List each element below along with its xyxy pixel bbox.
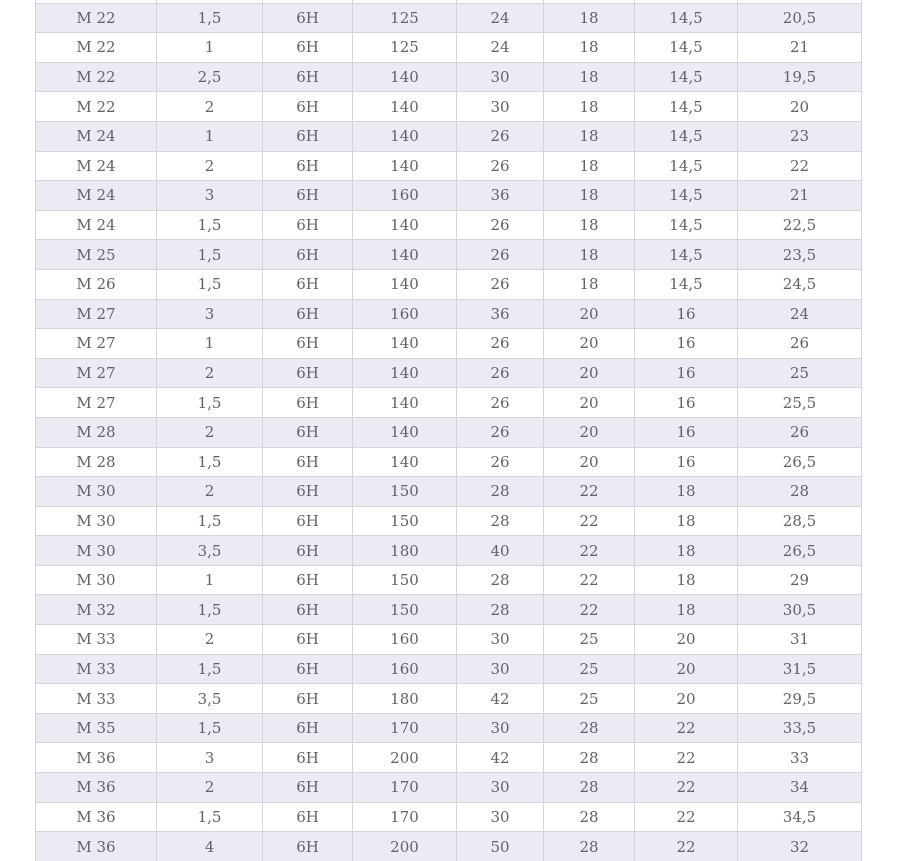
table-cell: 29,5 [738,684,862,714]
table-cell: M 30 [36,506,157,536]
table-row [36,181,862,211]
table-cell: 1,5 [157,654,263,684]
table-row [36,447,862,477]
table-row [36,358,862,388]
table-cell: 21 [738,181,862,211]
table-cell: 22 [544,565,635,595]
table-row [36,151,862,181]
table-cell: 26 [457,388,544,418]
table-cell: M 33 [36,625,157,655]
table-cell: M 30 [36,536,157,566]
table-row [36,299,862,329]
table-row [36,329,862,359]
table-cell: 1,5 [157,802,263,832]
table-cell: 14,5 [635,121,738,151]
table-cell: 6H [263,654,353,684]
table-cell: 18 [635,506,738,536]
table-cell: 6H [263,684,353,714]
table-cell: 26,5 [738,447,862,477]
table-cell: 180 [353,536,457,566]
table-cell: 30 [457,773,544,803]
table-row [36,477,862,507]
table-row [36,269,862,299]
table-cell: 140 [353,388,457,418]
table-cell: 14,5 [635,240,738,270]
table-cell: 6H [263,329,353,359]
table-cell: 20 [544,388,635,418]
table-cell: 28 [544,802,635,832]
table-cell: 24,5 [738,269,862,299]
table-cell: 6H [263,151,353,181]
table-cell: 140 [353,121,457,151]
table-cell: 32 [738,832,862,861]
table-cell: 31 [738,625,862,655]
table-cell: 26 [457,329,544,359]
table-cell: 14,5 [635,151,738,181]
table-row [36,743,862,773]
table-cell: 24 [457,3,544,33]
table-cell: 20 [544,447,635,477]
table-row [36,121,862,151]
table-cell: 1,5 [157,506,263,536]
table-cell: 180 [353,684,457,714]
table-cell: 1,5 [157,269,263,299]
table-cell: 160 [353,181,457,211]
table-cell: 22 [635,773,738,803]
table-cell: 140 [353,240,457,270]
table-row [36,654,862,684]
table-cell: 25,5 [738,388,862,418]
table-cell: 140 [353,417,457,447]
table-cell: 140 [353,92,457,122]
table-cell: 6H [263,269,353,299]
table-cell: 23 [738,121,862,151]
table-row [36,506,862,536]
table-cell: M 27 [36,358,157,388]
table-cell: 200 [353,832,457,861]
table-cell: 6H [263,121,353,151]
table-cell: 1,5 [157,240,263,270]
table-cell: 140 [353,329,457,359]
table-cell: 20 [635,684,738,714]
table-cell: 6H [263,3,353,33]
table-cell: 18 [544,121,635,151]
table-cell: M 27 [36,329,157,359]
table-cell: 28 [544,743,635,773]
table-cell: 2,5 [157,62,263,92]
spec-table-body [36,0,862,861]
table-cell: 36 [457,181,544,211]
table-cell: 18 [635,477,738,507]
table-row [36,832,862,861]
table-cell: 30 [457,802,544,832]
table-cell: 14,5 [635,269,738,299]
table-cell: 2 [157,358,263,388]
table-cell: 26 [457,210,544,240]
table-cell: 26 [457,240,544,270]
table-cell: 26 [457,358,544,388]
table-cell: 1 [157,33,263,63]
table-cell: 6H [263,832,353,861]
table-cell: 150 [353,506,457,536]
table-cell: 14,5 [635,92,738,122]
table-cell: 125 [353,33,457,63]
table-cell: 18 [544,181,635,211]
table-cell: 1,5 [157,388,263,418]
table-row [36,802,862,832]
table-cell: M 27 [36,388,157,418]
table-cell: 6H [263,240,353,270]
table-cell: 150 [353,565,457,595]
table-cell: 29 [738,565,862,595]
table-cell: 140 [353,269,457,299]
table-cell: 30 [457,713,544,743]
table-cell: 2 [157,773,263,803]
table-cell: 26 [738,329,862,359]
table-cell: 140 [353,447,457,477]
table-cell: 28 [457,477,544,507]
table-cell: 18 [544,269,635,299]
table-cell: 33 [738,743,862,773]
table-row [36,388,862,418]
table-cell: M 36 [36,832,157,861]
table-cell: 6H [263,299,353,329]
table-cell: 1,5 [157,595,263,625]
table-cell: 1,5 [157,3,263,33]
table-cell: 6H [263,625,353,655]
table-cell: M 30 [36,477,157,507]
table-row [36,417,862,447]
table-cell: 2 [157,92,263,122]
table-cell: 28 [544,713,635,743]
table-cell: 22 [544,536,635,566]
table-cell: 6H [263,773,353,803]
table-cell: 22 [635,802,738,832]
table-cell: 1 [157,565,263,595]
table-cell: 20 [635,654,738,684]
table-row [36,210,862,240]
table-cell: 6H [263,388,353,418]
table-cell: 34 [738,773,862,803]
table-cell: 31,5 [738,654,862,684]
table-cell: 19,5 [738,62,862,92]
table-cell: M 36 [36,802,157,832]
table-cell: 140 [353,210,457,240]
table-cell: 42 [457,743,544,773]
table-cell: 6H [263,743,353,773]
table-cell: 28 [544,832,635,861]
table-cell: 26,5 [738,536,862,566]
table-cell: 6H [263,358,353,388]
table-cell: 30 [457,62,544,92]
table-cell: 6H [263,565,353,595]
table-cell: 18 [544,33,635,63]
table-cell: 18 [544,62,635,92]
table-cell: 3 [157,181,263,211]
table-cell: 30 [457,654,544,684]
table-cell: 6H [263,506,353,536]
table-cell: 20 [544,417,635,447]
table-cell: 150 [353,477,457,507]
table-cell: 6H [263,595,353,625]
table-cell: 3 [157,743,263,773]
table-cell: 20 [544,358,635,388]
table-cell: 26 [457,121,544,151]
table-cell: M 33 [36,654,157,684]
table-cell: 170 [353,773,457,803]
table-row [36,713,862,743]
table-cell: 20,5 [738,3,862,33]
table-cell: 21 [738,33,862,63]
table-cell: 6H [263,181,353,211]
table-cell: 25 [544,684,635,714]
table-cell: 16 [635,358,738,388]
table-cell: 2 [157,151,263,181]
table-cell: 2 [157,625,263,655]
table-cell: 24 [738,299,862,329]
table-cell: M 24 [36,121,157,151]
table-cell: 20 [738,92,862,122]
table-cell: 18 [635,565,738,595]
table-cell: M 36 [36,773,157,803]
table-cell: 22 [635,832,738,861]
table-cell: 28 [738,477,862,507]
table-cell: 160 [353,625,457,655]
table-cell: M 36 [36,743,157,773]
table-cell: 26 [457,447,544,477]
table-cell: 22 [544,506,635,536]
table-cell: M 24 [36,181,157,211]
table-cell: M 22 [36,62,157,92]
table-row [36,536,862,566]
table-cell: M 33 [36,684,157,714]
table-cell: 6H [263,417,353,447]
table-cell: 6H [263,33,353,63]
table-cell: 22 [544,595,635,625]
table-cell: 125 [353,3,457,33]
table-cell: 160 [353,654,457,684]
table-row [36,565,862,595]
table-cell: 6H [263,477,353,507]
table-cell: 14,5 [635,181,738,211]
table-cell: 200 [353,743,457,773]
table-cell: 22,5 [738,210,862,240]
table-cell: 16 [635,447,738,477]
table-cell: 6H [263,210,353,240]
table-cell: 1,5 [157,447,263,477]
spec-table [35,0,862,861]
table-cell: 36 [457,299,544,329]
table-cell: 22 [635,743,738,773]
table-cell: 6H [263,62,353,92]
table-cell: 18 [635,536,738,566]
table-cell: 6H [263,713,353,743]
table-cell: 24 [457,33,544,63]
table-cell: 26 [457,417,544,447]
table-cell: 18 [544,151,635,181]
table-row [36,773,862,803]
table-cell: 14,5 [635,3,738,33]
table-row [36,3,862,33]
table-cell: 14,5 [635,62,738,92]
table-row [36,92,862,122]
table-cell: 1,5 [157,713,263,743]
table-cell: M 35 [36,713,157,743]
table-row [36,33,862,63]
table-cell: M 24 [36,210,157,240]
table-cell: 34,5 [738,802,862,832]
table-cell: 22 [738,151,862,181]
table-cell: 50 [457,832,544,861]
table-cell: 14,5 [635,33,738,63]
table-cell: 22 [635,713,738,743]
table-cell: 30 [457,625,544,655]
table-cell: 140 [353,151,457,181]
table-cell: 28 [457,506,544,536]
table-cell: 3 [157,299,263,329]
table-cell: 28 [457,595,544,625]
table-cell: 22 [544,477,635,507]
table-cell: 6H [263,536,353,566]
table-cell: M 26 [36,269,157,299]
table-cell: 18 [544,240,635,270]
table-cell: 2 [157,417,263,447]
table-cell: M 28 [36,447,157,477]
table-cell: 170 [353,713,457,743]
table-cell: 18 [544,92,635,122]
table-cell: 6H [263,92,353,122]
table-cell: M 24 [36,151,157,181]
table-cell: 6H [263,447,353,477]
table-cell: 20 [544,299,635,329]
table-cell: 1 [157,329,263,359]
table-cell: 6H [263,802,353,832]
table-cell: 1,5 [157,210,263,240]
table-cell: 140 [353,62,457,92]
table-cell: 18 [635,595,738,625]
table-row [36,240,862,270]
table-cell: M 28 [36,417,157,447]
table-cell: 150 [353,595,457,625]
table-cell: 2 [157,477,263,507]
table-cell: 25 [738,358,862,388]
table-cell: 30,5 [738,595,862,625]
table-cell: 28 [457,565,544,595]
table-cell: 4 [157,832,263,861]
table-cell: 25 [544,654,635,684]
table-cell: 40 [457,536,544,566]
table-cell: 16 [635,417,738,447]
table-cell: 18 [544,210,635,240]
table-cell: 26 [738,417,862,447]
table-cell: 42 [457,684,544,714]
table-cell: M 32 [36,595,157,625]
table-cell: 3,5 [157,536,263,566]
table-cell: M 25 [36,240,157,270]
table-cell: 16 [635,388,738,418]
table-cell: 30 [457,92,544,122]
table-cell: 26 [457,151,544,181]
table-row [36,595,862,625]
table-row [36,625,862,655]
table-cell: 3,5 [157,684,263,714]
table-cell: 14,5 [635,210,738,240]
table-cell: 140 [353,358,457,388]
table-cell: 26 [457,269,544,299]
table-cell: 18 [544,3,635,33]
table-cell: 28,5 [738,506,862,536]
table-cell: M 30 [36,565,157,595]
table-cell: 16 [635,299,738,329]
table-cell: 20 [635,625,738,655]
table-row [36,62,862,92]
table-cell: 23,5 [738,240,862,270]
table-cell: M 22 [36,92,157,122]
table-cell: 1 [157,121,263,151]
table-cell: 25 [544,625,635,655]
table-cell: 28 [544,773,635,803]
table-cell: 160 [353,299,457,329]
table-cell: 16 [635,329,738,359]
table-cell: M 22 [36,33,157,63]
table-cell: M 27 [36,299,157,329]
table-row [36,684,862,714]
table-cell: 20 [544,329,635,359]
table-cell: M 22 [36,3,157,33]
table-cell: 170 [353,802,457,832]
table-cell: 33,5 [738,713,862,743]
